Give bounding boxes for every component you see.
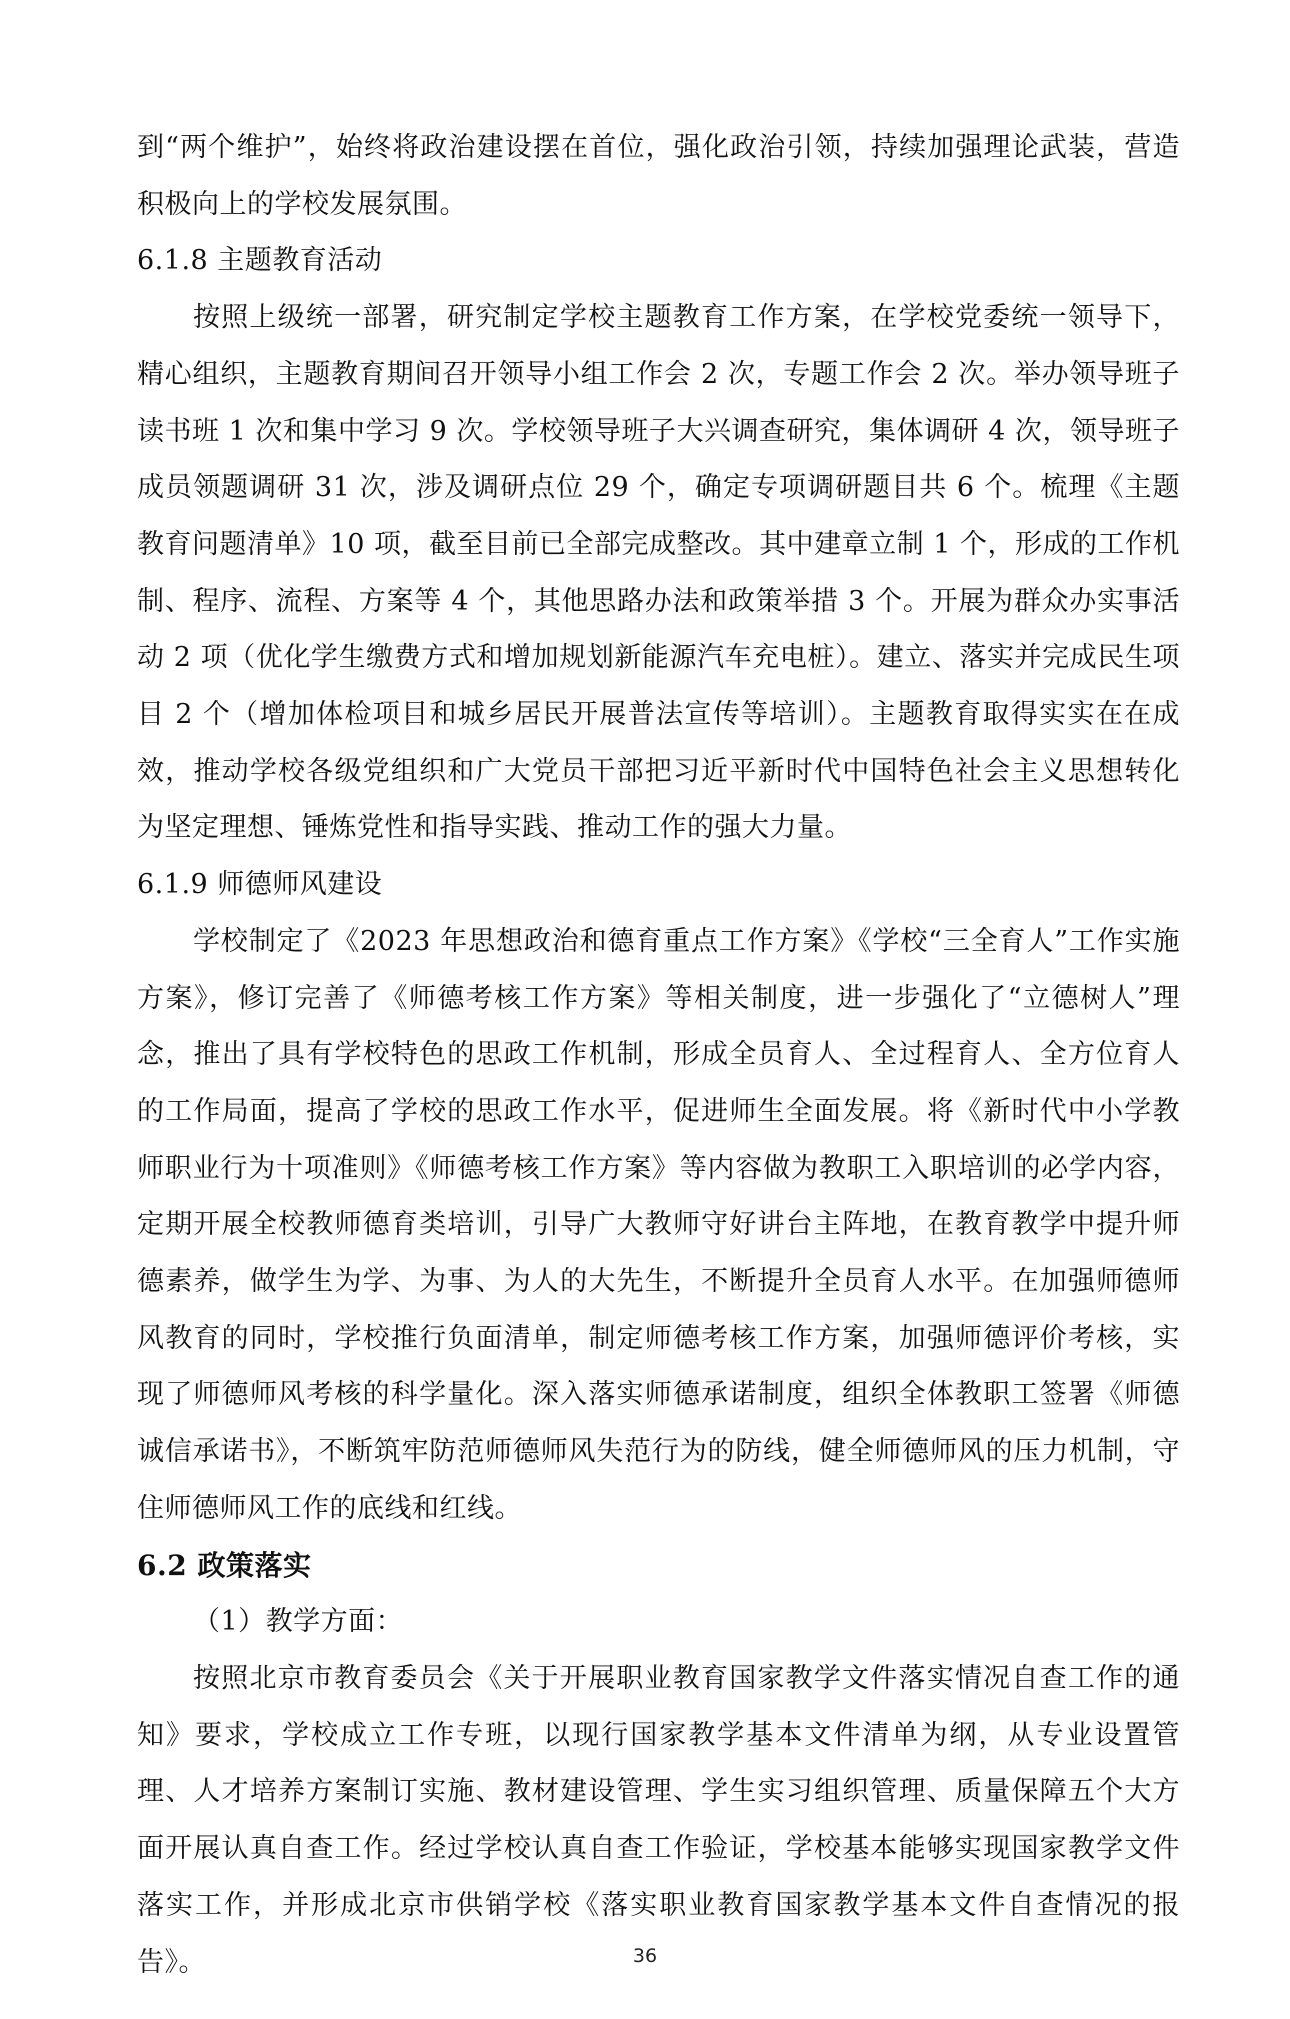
section-6-2-paragraph: 按照北京市教育委员会《关于开展职业教育国家教学文件落实情况自查工作的通知》要求，学校成立工作专班，以现行国家教学基本文件清单为纲，从专业设置管理、人才培养方案制订实施、教材建设管理、学生实习组织管理、质量保障五个大方面开展认真自查工作。经过学校认真自查工作验证，学校基本能够实现国家教学文件落实工作，并形成北京市供销学校《落实职业教育国家教学基本文件自查情况的报告》。 (137, 1662, 1180, 1978)
document-page (137, 120, 1180, 1991)
page-number: 36 (632, 1945, 658, 1967)
section-6-2-heading: 6.2 政策落实 (137, 1548, 312, 1582)
continuation-paragraph: 到“两个维护”，始终将政治建设摆在首位，强化政治引领，持续加强理论武装，营造积极向上的学校发展氛围。 (137, 132, 1180, 220)
section-6-1-8-heading: 6.1.8 主题教育活动 (137, 245, 383, 277)
section-6-1-8-paragraph: 按照上级统一部署，研究制定学校主题教育工作方案，在学校党委统一领导下，精心组织，主题教育期间召开领导小组工作会 2 次，专题工作会 2 次。举办领导班子读书班 1 次和集中学习 9 次。学校领导班子大兴调查研究，集体调研 4 次，领导班子成员领题调研 31 次，涉及调研点位 29 个，确定专项调研题目共 6 个。梳理《主题教育问题清单》10 项，截至目前已全部完成整改。其中建章立制 1 个，形成的工作机制、程序、流程、方案等 4 个，其他思路办法和政策举措 3 个。开展为群众办实事活动 2 项（优化学生缴费方式和增加规划新能源汽车充电桩）。建立、落实并完成民生项目 2 个（增加体检项目和城乡居民开展普法宣传等培训）。主题教育取得实实在在成效，推动学校各级党组织和广大党员干部把习近平新时代中国特色社会主义思想转化为坚定理想、锤炼党性和指导实践、推动工作的强大力量。 (137, 302, 1180, 844)
teaching-item-heading: （1）教学方面： (193, 1606, 404, 1638)
section-6-1-9-heading: 6.1.9 师德师风建设 (137, 869, 383, 901)
section-6-1-9-paragraph: 学校制定了《2023 年思想政治和德育重点工作方案》《学校“三全育人”工作实施方案》，修订完善了《师德考核工作方案》等相关制度，进一步强化了“立德树人”理念，推出了具有学校特色的思政工作机制，形成全员育人、全过程育人、全方位育人的工作局面，提高了学校的思政工作水平，促进师生全面发展。将《新时代中小学教师职业行为十项准则》《师德考核工作方案》等内容做为教职工入职培训的必学内容，定期开展全校教师德育类培训，引导广大教师守好讲台主阵地，在教育教学中提升师德素养，做学生为学、为事、为人的大先生，不断提升全员育人水平。在加强师德师风教育的同时，学校推行负面清单，制定师德考核工作方案，加强师德评价考核，实现了师德师风考核的科学量化。深入落实师德承诺制度，组织全体教职工签署《师德诚信承诺书》，不断筑牢防范师德师风失范行为的防线，健全师德师风的压力机制，守住师德师风工作的底线和红线。 (137, 925, 1180, 1524)
